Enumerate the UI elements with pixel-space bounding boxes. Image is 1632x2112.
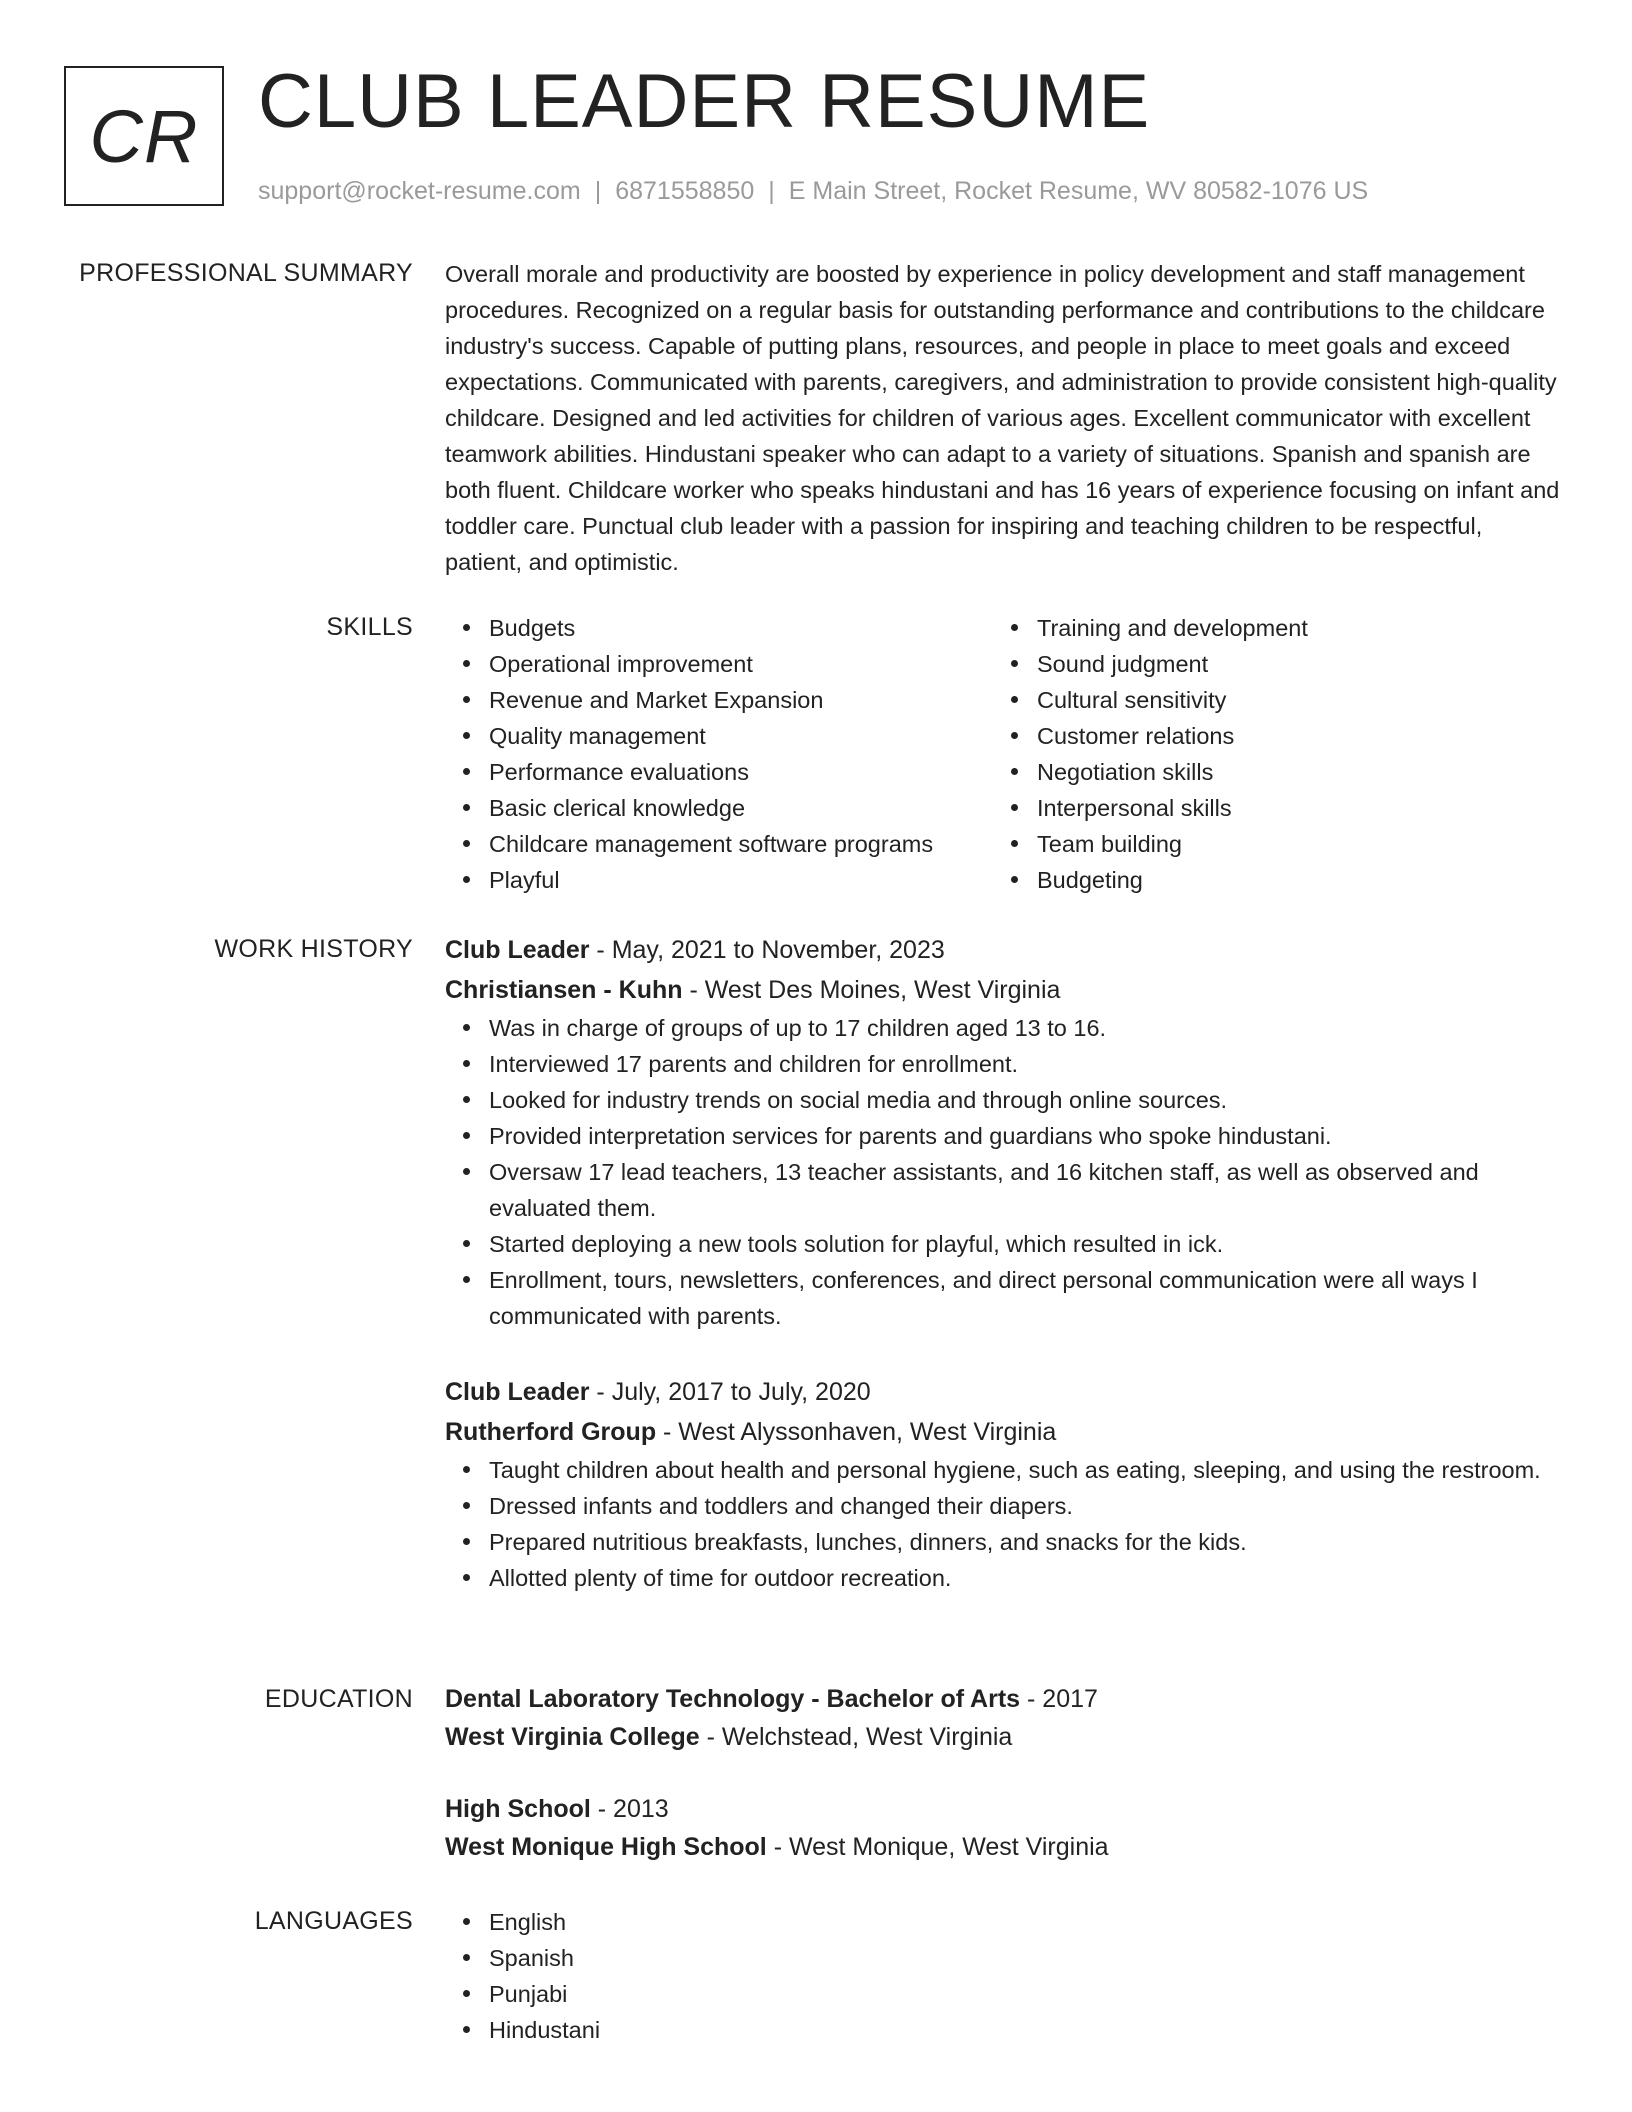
skill-item: Cultural sensitivity — [993, 682, 1541, 718]
work-history-heading: WORK HISTORY — [214, 935, 413, 963]
contact-line — [258, 174, 1368, 208]
job-title: Club Leader — [445, 936, 590, 964]
contact-separator: | — [594, 177, 602, 205]
education-degree: Dental Laboratory Technology - Bachelor of Arts — [445, 1685, 1021, 1713]
job-duty: Prepared nutritious breakfasts, lunches, dinners, and snacks for the kids. — [445, 1524, 1565, 1560]
job-title: Club Leader — [445, 1378, 590, 1406]
skill-item: Budgeting — [993, 862, 1541, 898]
education-school: West Monique High School — [445, 1833, 767, 1861]
education-location: - West Monique, West Virginia — [766, 1833, 1109, 1861]
skill-item: Basic clerical knowledge — [445, 790, 993, 826]
education-year: - 2017 — [1020, 1685, 1098, 1713]
job-title-line — [445, 1372, 1565, 1412]
job-dates: - July, 2017 to July, 2020 — [589, 1378, 871, 1406]
skill-item: Sound judgment — [993, 646, 1541, 682]
language-item: Spanish — [445, 1940, 1565, 1976]
language-item: Hindustani — [445, 2012, 1565, 2048]
job-dates: - May, 2021 to November, 2023 — [589, 936, 945, 964]
job-company-line — [445, 970, 1565, 1010]
language-item: Punjabi — [445, 1976, 1565, 2012]
education-entry — [445, 1790, 1565, 1866]
summary-text: Overall morale and productivity are boosted by experience in policy development and staff management procedures. Recognized on a regular basis for outstanding performance and contributions to the childcare industry's success. Capable of putting plans, resources, and people in place to meet goals and exceed expectations. Communicated with parents, caregivers, and administration to provide consistent high-quality childcare. Designed and led activities for children of various ages. Excellent communicator with excellent teamwork abilities. Hindustani speaker who can adapt to a variety of situations. Spanish and spanish are both fluent. Childcare worker who speaks hindustani and has 16 years of experience focusing on infant and toddler care. Punctual club leader with a passion for inspiring and teaching children to be respectful, patient, and optimistic. — [445, 261, 1560, 575]
skill-item: Customer relations — [993, 718, 1541, 754]
contact-email[interactable]: support@rocket-resume.com — [258, 177, 581, 205]
job-duty: Dressed infants and toddlers and changed their diapers. — [445, 1488, 1565, 1524]
summary-body — [445, 256, 1565, 580]
job-duty: Enrollment, tours, newsletters, conferences, and direct personal communication were all ways I communicated with parents. — [445, 1262, 1565, 1334]
skill-item: Operational improvement — [445, 646, 993, 682]
job-title-line — [445, 930, 1565, 970]
education-heading: EDUCATION — [264, 1685, 413, 1713]
work-history-body — [445, 930, 1565, 1596]
skill-item: Playful — [445, 862, 993, 898]
skill-item: Interpersonal skills — [993, 790, 1541, 826]
skills-grid — [445, 610, 1565, 898]
job-duties-list — [445, 1010, 1565, 1334]
job-company: Rutherford Group — [445, 1418, 657, 1446]
education-degree-line — [445, 1790, 1565, 1828]
contact-phone[interactable]: 6871558850 — [615, 177, 755, 205]
job-duty: Provided interpretation services for parents and guardians who spoke hindustani. — [445, 1118, 1565, 1154]
job-duty: Interviewed 17 parents and children for enrollment. — [445, 1046, 1565, 1082]
skills-body — [445, 610, 1565, 898]
languages-list — [445, 1904, 1565, 2048]
skill-item: Revenue and Market Expansion — [445, 682, 993, 718]
monogram-badge: CR — [64, 66, 224, 206]
education-school-line — [445, 1828, 1565, 1866]
education-school-line — [445, 1718, 1565, 1756]
summary-heading: PROFESSIONAL SUMMARY — [79, 259, 413, 287]
job-duty: Started deploying a new tools solution for playful, which resulted in ick. — [445, 1226, 1565, 1262]
education-location: - Welchstead, West Virginia — [699, 1723, 1013, 1751]
skill-item: Team building — [993, 826, 1541, 862]
education-year: - 2013 — [590, 1795, 669, 1823]
education-body — [445, 1680, 1565, 1866]
education-entry — [445, 1680, 1565, 1756]
job-location: - West Alyssonhaven, West Virginia — [656, 1418, 1057, 1446]
job-duty: Oversaw 17 lead teachers, 13 teacher assistants, and 16 kitchen staff, as well as observed and evaluated them. — [445, 1154, 1565, 1226]
skill-item: Childcare management software programs — [445, 826, 993, 862]
skills-list-right — [993, 610, 1541, 898]
skills-list-left — [445, 610, 993, 898]
education-degree: High School — [445, 1795, 591, 1823]
skill-item: Performance evaluations — [445, 754, 993, 790]
languages-body — [445, 1904, 1565, 2048]
job-entry — [445, 930, 1565, 1334]
contact-address: E Main Street, Rocket Resume, WV 80582-1076 US — [788, 177, 1369, 205]
job-duty: Was in charge of groups of up to 17 children aged 13 to 16. — [445, 1010, 1565, 1046]
language-item: English — [445, 1904, 1565, 1940]
job-duty: Taught children about health and personal hygiene, such as eating, sleeping, and using the restroom. — [445, 1452, 1565, 1488]
job-duties-list — [445, 1452, 1565, 1596]
job-company: Christiansen - Kuhn — [445, 976, 683, 1004]
skills-heading: SKILLS — [326, 613, 413, 641]
contact-separator: | — [768, 177, 775, 205]
languages-heading: LANGUAGES — [254, 1907, 413, 1935]
resume-title: CLUB LEADER RESUME — [258, 59, 1151, 144]
skill-item: Budgets — [445, 610, 993, 646]
job-entry — [445, 1372, 1565, 1596]
job-duty: Allotted plenty of time for outdoor recreation. — [445, 1560, 1565, 1596]
job-company-line — [445, 1412, 1565, 1452]
skill-item: Quality management — [445, 718, 993, 754]
education-school: West Virginia College — [445, 1723, 700, 1751]
job-location: - West Des Moines, West Virginia — [682, 976, 1061, 1004]
skill-item: Training and development — [993, 610, 1541, 646]
job-duty: Looked for industry trends on social media and through online sources. — [445, 1082, 1565, 1118]
skill-item: Negotiation skills — [993, 754, 1541, 790]
education-degree-line — [445, 1680, 1565, 1718]
